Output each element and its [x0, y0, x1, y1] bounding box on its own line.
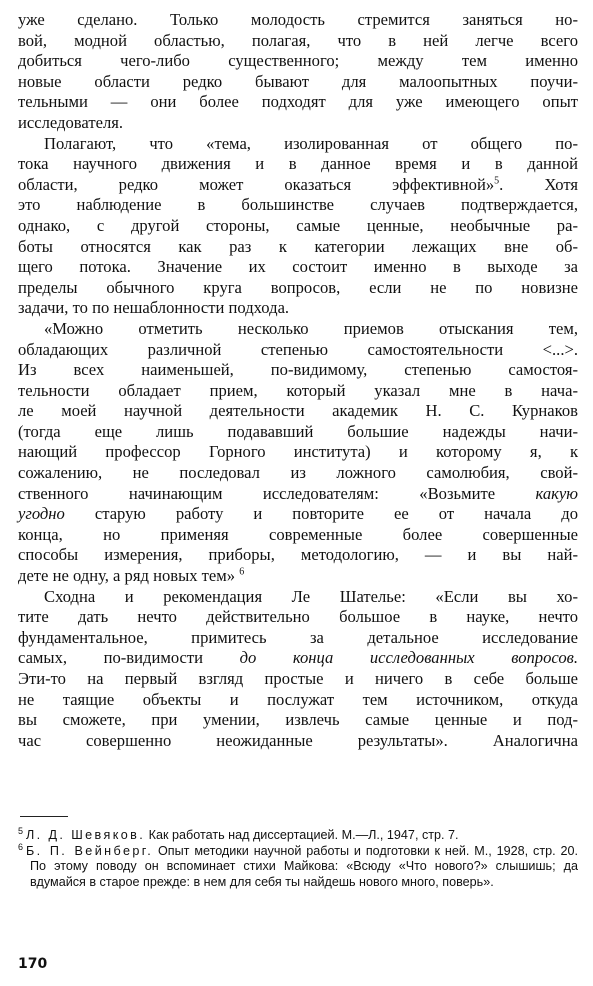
- text-fragment: области, редко может оказаться эффективной»: [18, 174, 495, 194]
- text-line: фундаментальное, примитесь за детальное исследование: [18, 627, 578, 647]
- text-line: [18, 504, 578, 525]
- text-line: боты относятся как раз к категории лежащих вне об-: [18, 236, 578, 256]
- footnote-number: 6: [18, 842, 24, 853]
- text-line: вы сможете, при умении, извлечь самые ценные и под-: [18, 710, 578, 730]
- footnote-ref-6[interactable]: 6: [239, 566, 245, 578]
- text-line: Эти-то на первый взгляд простые и ничего в себе больше: [18, 669, 578, 688]
- footnote-ref-5[interactable]: 5: [494, 175, 500, 187]
- text-line: конца, но применяя современные более совершенные: [18, 524, 578, 544]
- text-line: [18, 566, 578, 587]
- text-line: тите дать нечто действительно большое в науке, нечто: [18, 607, 578, 627]
- italic-fragment: угодно: [18, 504, 65, 524]
- footnote-5: [18, 825, 578, 843]
- footnote-6: [18, 844, 578, 890]
- italic-fragment: до конца исследованных вопросов.: [239, 648, 578, 668]
- text-line: исследователя.: [18, 112, 124, 132]
- page-number: 170: [18, 956, 48, 972]
- text-line: нающий профессор Горного института) и которому я, к: [18, 442, 578, 462]
- main-text: [18, 10, 578, 751]
- text-line: Из всех наименьшей, по-видимому, степенью самостоя-: [18, 360, 578, 380]
- text-fragment: дете не одну, а ряд новых тем»: [18, 566, 236, 586]
- text-line: задачи, то по нешаблонности подхода.: [18, 298, 290, 318]
- text-line: пределы обычного круга вопросов, если не по новизне: [18, 277, 578, 297]
- text-fragment: самых, по-видимости: [18, 648, 204, 668]
- text-fragment: ственного начинающим исследователям: «Возьмите: [18, 483, 496, 503]
- text-line: щего потока. Значение их состоит именно в выходе за: [18, 257, 578, 277]
- text-line: [18, 648, 578, 669]
- text-line: способы измерения, приборы, методологию, — и вы най-: [18, 545, 578, 565]
- text-line: тельными — они более подходят для уже имеющего опыт: [18, 92, 578, 112]
- text-line: вой, модной областью, полагая, что в ней легче всего: [18, 30, 578, 50]
- paragraph-3: [18, 319, 578, 587]
- text-line: тельности обладает прием, который указал мне в нача-: [18, 380, 578, 400]
- text-line: новые области редко бывают для малоопытных поучи-: [18, 71, 578, 91]
- text-line: уже сделано. Только молодость стремится заняться но-: [18, 10, 578, 29]
- footnote-text: Как работать над диссертацией. М.—Л., 1947, стр. 7.: [145, 828, 459, 842]
- text-line: однако, с другой стороны, самые ценные, необычные ра-: [18, 215, 578, 235]
- text-line: (тогда еще лишь подававший большие надежды начи-: [18, 421, 578, 441]
- paragraph-4: [18, 587, 578, 752]
- text-line: Полагают, что «тема, изолированная от общего по-: [44, 133, 578, 153]
- text-line: сожалению, не последовал из ложного самолюбия, свой-: [18, 463, 578, 483]
- footnote-text: Опыт методики научной работы и подготовки к ней. М., 1928, стр. 20. По этому поводу он вспоминает стихи Майкова: «Всюду «Что нового?» слышишь; да вдумайся в старое прежде: в нем для себя ты найдешь нового много, поверь».: [30, 844, 578, 889]
- text-fragment: старую работу и повторите ее от начала до: [94, 504, 578, 524]
- italic-fragment: какую: [535, 483, 578, 503]
- text-line: это наблюдение в большинстве случаев подтверждается,: [18, 195, 578, 215]
- text-line: час совершенно неожиданные результаты». Аналогична: [18, 730, 578, 750]
- text-line: «Можно отметить несколько приемов отыскания тем,: [44, 318, 578, 338]
- text-fragment: . Хотя: [499, 174, 578, 194]
- text-line: не таящие объекты и послужат тем источником, откуда: [18, 689, 578, 709]
- text-line: добиться чего-либо существенного; между тем именно: [18, 51, 578, 71]
- footnote-author: Л. Д. Шевяков.: [26, 828, 146, 842]
- paragraph-2: [18, 134, 578, 319]
- paragraph-1: [18, 10, 578, 134]
- text-line: обладающих различной степенью самостоятельности <...>.: [18, 339, 578, 359]
- footnote-divider: [20, 816, 68, 817]
- footnote-author: Б. П. Вейнберг.: [26, 844, 154, 859]
- text-line: тока научного движения и в данное время и в данной: [18, 154, 578, 174]
- footnote-number: 5: [18, 825, 24, 836]
- text-line: ле моей научной деятельности академик Н. С. Курнаков: [18, 401, 578, 421]
- text-line: [18, 484, 578, 505]
- text-line: Сходна и рекомендация Ле Шателье: «Если вы хо-: [44, 586, 578, 606]
- text-line: [18, 175, 578, 196]
- footnotes: [18, 825, 578, 891]
